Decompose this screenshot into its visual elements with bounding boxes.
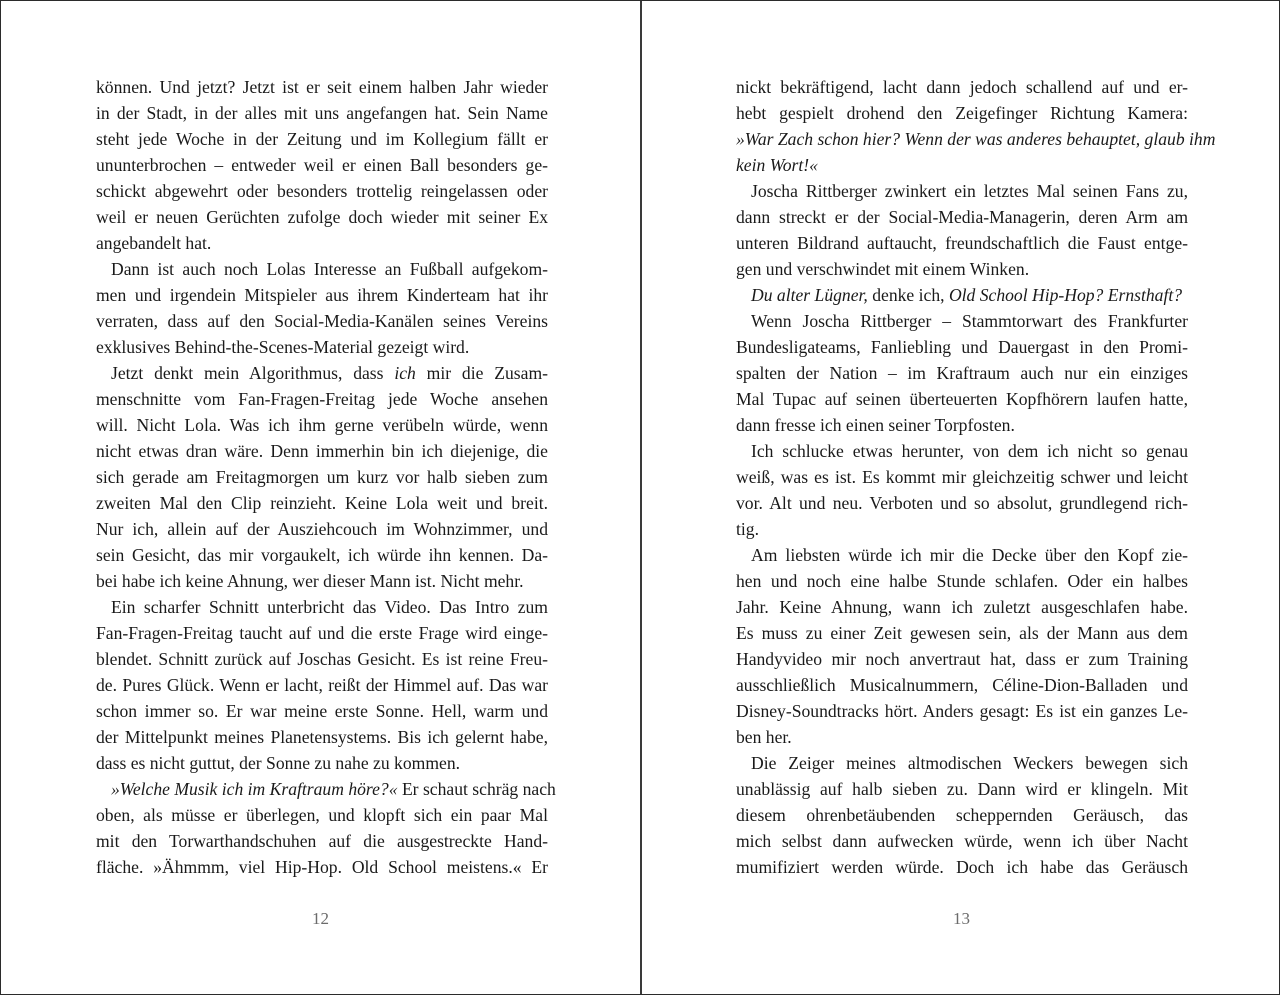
- text-line: bei habe ich keine Ahnung, wer dieser Mann ist. Nicht mehr.: [96, 571, 524, 591]
- text-line: der Mittelpunkt meines Planetensystems. Bis ich gelernt habe,: [96, 727, 548, 747]
- text-segment: Er schaut schräg nach: [401, 779, 556, 799]
- text-line: mit den Torwarthandschuhen auf die ausgestreckte Hand-: [96, 831, 548, 851]
- text-line: spalten der Nation – im Kraftraum auch nur ein einziges: [736, 363, 1188, 383]
- text-line: Am liebsten würde ich mir die Decke über den Kopf zie-: [751, 545, 1188, 565]
- text-line: Ich schlucke etwas herunter, von dem ich nicht so genau: [751, 441, 1188, 461]
- text-segment: mir die Zusam-: [426, 363, 548, 383]
- text-line: diesem ohrenbetäubenden scheppernden Geräusch, das: [736, 805, 1188, 825]
- text-line: ununterbrochen – entweder weil er einen Ball besonders ge-: [96, 155, 548, 175]
- text-line: Nur ich, allein auf der Ausziehcouch im Wohnzimmer, und: [96, 519, 548, 539]
- text-line: will. Nicht Lola. Was ich ihm gerne verübeln würde, wenn: [96, 415, 548, 435]
- text-line: vor. Alt und neu. Verboten und so absolut, grundlegend rich-: [736, 493, 1188, 513]
- text-line: mumifiziert werden würde. Doch ich habe das Geräusch: [736, 857, 1188, 877]
- page-number: 13: [953, 909, 970, 928]
- italic-thought: Old School Hip-Hop? Ernsthaft?: [948, 285, 1183, 305]
- text-line: schon immer so. Er war meine erste Sonne. Hell, warm und: [96, 701, 548, 721]
- text-line: angebandelt hat.: [96, 233, 212, 253]
- text-line: unteren Bildrand auftaucht, freundschaftlich die Faust entge-: [736, 233, 1188, 253]
- text-line: men und irgendein Mitspieler aus ihrem Kinderteam hat ihr: [96, 285, 548, 305]
- text-segment: denke ich,: [872, 285, 945, 305]
- text-line: Mal Tupac auf seinen überteuerten Kopfhörern laufen hatte,: [736, 389, 1188, 409]
- text-line: steht jede Woche in der Zeitung und im Kollegium fällt er: [96, 129, 548, 149]
- italic-line: »War Zach schon hier? Wenn der was anderes behauptet, glaub ihm: [736, 129, 1216, 149]
- text-line: exklusives Behind-the-Scenes-Material gezeigt wird.: [96, 337, 470, 357]
- text-line: Es muss zu einer Zeit gewesen sein, als der Mann aus dem: [736, 623, 1188, 643]
- text-line: Ein scharfer Schnitt unterbricht das Video. Das Intro zum: [111, 597, 548, 617]
- italic-thought: Du alter Lügner,: [751, 285, 868, 305]
- text-line: Joscha Rittberger zwinkert ein letztes Mal seinen Fans zu,: [751, 181, 1188, 201]
- text-line: ausschließlich Musicalnummern, Céline-Dion-Balladen und: [736, 675, 1188, 695]
- italic-word: ich: [394, 363, 416, 383]
- left-page: [1, 1, 640, 994]
- text-line: [96, 776, 556, 802]
- text-line: Disney-Soundtracks hört. Anders gesagt: Es ist ein ganzes Le-: [736, 701, 1188, 721]
- text-line: Wenn Joscha Rittberger – Stammtorwart des Frankfurter: [751, 311, 1188, 331]
- left-page-text: [96, 74, 556, 880]
- text-line: Die Zeiger meines altmodischen Weckers bewegen sich: [751, 753, 1188, 773]
- text-line: gen und verschwindet mit einem Winken.: [736, 259, 1030, 279]
- text-line: weil er neuen Gerüchten zufolge doch wieder mit seiner Ex: [96, 207, 548, 227]
- text-line: zweiten Mal den Clip reinzieht. Keine Lola weit und breit.: [96, 493, 548, 513]
- italic-line: kein Wort!«: [736, 155, 818, 175]
- text-line: menschnitte vom Fan-Fragen-Freitag jede Woche ansehen: [96, 389, 548, 409]
- text-line: sich gerade am Freitagmorgen um kurz vor halb sieben zum: [96, 467, 548, 487]
- text-line: weiß, was es ist. Es kommt mir gleichzeitig schwer und leicht: [736, 467, 1188, 487]
- text-line: ben her.: [736, 727, 792, 747]
- text-line: verraten, dass auf den Social-Media-Kanälen seines Vereins: [96, 311, 548, 331]
- text-line: schickt abgewehrt oder besonders trottelig reingelassen oder: [96, 181, 548, 201]
- text-line: mich selbst dann aufwecken würde, wenn ich über Nacht: [736, 831, 1188, 851]
- text-line: fläche. »Ähmmm, viel Hip-Hop. Old School meistens.« Er: [96, 857, 548, 877]
- text-line: Fan-Fragen-Freitag taucht auf und die erste Frage wird einge-: [96, 623, 548, 643]
- text-line: unablässig auf halb sieben zu. Dann wird er klingeln. Mit: [736, 779, 1188, 799]
- text-line: de. Pures Glück. Wenn er lacht, reißt der Himmel auf. Das war: [96, 675, 548, 695]
- text-line: dann fresse ich einen seiner Torpfosten.: [736, 415, 1015, 435]
- italic-quote: »Welche Musik ich im Kraftraum höre?«: [111, 779, 398, 799]
- text-line: tig.: [736, 519, 759, 539]
- text-line: Jahr. Keine Ahnung, wann ich zuletzt ausgeschlafen habe.: [736, 597, 1188, 617]
- text-line: Bundesligateams, Fanliebling und Dauergast in den Promi-: [736, 337, 1188, 357]
- page-number: 12: [312, 909, 329, 928]
- text-line: hebt gespielt drohend den Zeigefinger Richtung Kamera:: [736, 103, 1188, 123]
- text-line: Handyvideo mir noch anvertraut hat, dass er zum Training: [736, 649, 1188, 669]
- text-line: können. Und jetzt? Jetzt ist er seit einem halben Jahr wieder: [96, 77, 548, 97]
- text-line: nickt bekräftigend, lacht dann jedoch schallend auf und er-: [736, 77, 1188, 97]
- text-line: hen und noch eine halbe Stunde schlafen. Oder ein halbes: [736, 571, 1188, 591]
- right-page: [642, 1, 1280, 994]
- text-line: [736, 282, 1188, 308]
- text-line: Dann ist auch noch Lolas Interesse an Fußball aufgekom-: [111, 259, 548, 279]
- text-line: nicht etwas dran wäre. Denn immerhin bin ich diejenige, die: [96, 441, 548, 461]
- text-line: sein Gesicht, das mir vorgaukelt, ich würde ihn kennen. Da-: [96, 545, 548, 565]
- text-line: in der Stadt, in der alles mit uns angefangen hat. Sein Name: [96, 103, 548, 123]
- text-line: oben, als müsse er überlegen, und klopft sich ein paar Mal: [96, 805, 548, 825]
- text-segment: Jetzt denkt mein Algorithmus, dass: [111, 363, 384, 383]
- text-line: blendet. Schnitt zurück auf Joschas Gesicht. Es ist reine Freu-: [96, 649, 548, 669]
- text-line: dann streckt er der Social-Media-Managerin, deren Arm am: [736, 207, 1188, 227]
- text-line: [96, 360, 548, 386]
- right-page-text: [736, 74, 1216, 880]
- text-line: dass es nicht guttut, der Sonne zu nahe zu kommen.: [96, 753, 461, 773]
